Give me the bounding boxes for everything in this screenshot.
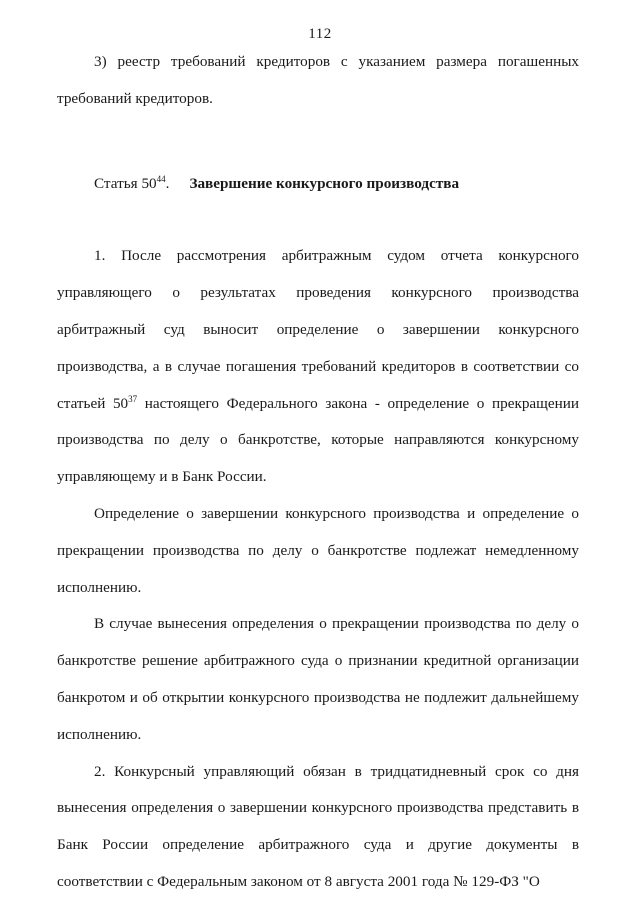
- paragraph-1-reference-superscript: 37: [128, 393, 138, 404]
- paragraph-1: [57, 238, 579, 496]
- article-label: Статья 50: [94, 174, 157, 192]
- paragraph-1-text-end: настоящего Федерального закона - определение о прекращении производства по делу о банкротстве, которые направляются конкурсному управляющему и в Банк России.: [57, 394, 579, 486]
- paragraph-1-text-start: 1. После рассмотрения арбитражным судом отчета конкурсного управляющего о результатах проведения конкурсного производства арбитражный суд выносит определение о завершении конкурсного производства, а в случае погашения требований кредиторов в соответствии со статьей 50: [57, 247, 579, 412]
- page-number: 112: [308, 26, 332, 42]
- article-title: Завершение конкурсного производства: [189, 174, 460, 192]
- article-label-suffix: .: [165, 174, 170, 192]
- list-item-3: 3) реестр требований кредиторов с указанием размера погашенных требований кредиторов.: [57, 53, 579, 107]
- article-label-superscript: 44: [156, 173, 166, 184]
- article-number: [94, 175, 169, 192]
- document-body: [57, 44, 579, 901]
- paragraph-3: В случае вынесения определения о прекращении производства по делу о банкротстве решение арбитражного суда о признании кредитной организации банкротом и об открытии конкурсного производства не подлежит дальнейшему исполнению.: [57, 615, 579, 743]
- paragraph-4: 2. Конкурсный управляющий обязан в тридцатидневный срок со дня вынесения определения о завершении конкурсного производства представить в Банк России определение арбитражного суда и другие документы в соответствии с Федеральным законом от 8 августа 2001 года № 129-ФЗ "О: [57, 762, 579, 890]
- article-heading: [57, 166, 579, 203]
- paragraph-2: Определение о завершении конкурсного производства и определение о прекращении производства по делу о банкротстве подлежат немедленному исполнению.: [57, 504, 579, 596]
